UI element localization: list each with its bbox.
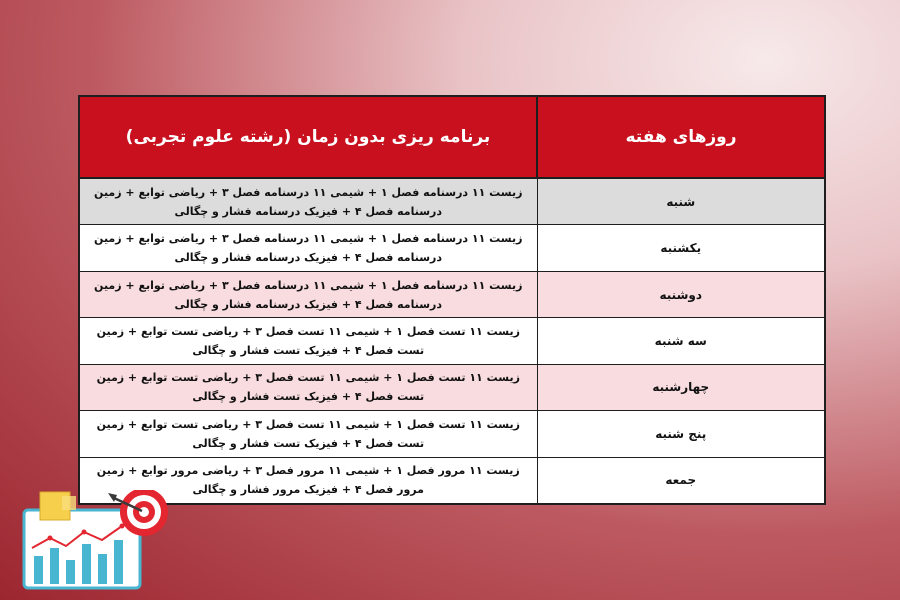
table-row: [79, 457, 825, 504]
day-cell: پنج شنبه: [537, 411, 825, 457]
plan-cell: زیست ۱۱ درسنامه فصل ۱ + شیمی ۱۱ درسنامه فصل ۳ + ریاضی توابع + زمین درسنامه فصل ۴ + فیزیک درسنامه فشار و چگالی: [79, 178, 537, 225]
header-schedule-plan: برنامه ریزی بدون زمان (رشته علوم تجربی): [79, 96, 537, 178]
plan-cell: زیست ۱۱ درسنامه فصل ۱ + شیمی ۱۱ درسنامه فصل ۳ + ریاضی توابع + زمین درسنامه فصل ۴ + فیزیک درسنامه فشار و چگالی: [79, 225, 537, 271]
day-cell: چهارشنبه: [537, 364, 825, 410]
table-header-row: [79, 96, 825, 178]
table-row: [79, 178, 825, 225]
plan-cell: زیست ۱۱ مرور فصل ۱ + شیمی ۱۱ مرور فصل ۳ + ریاضی مرور توابع + زمین مرور فصل ۴ + فیزیک مرور فشار و چگالی: [79, 457, 537, 504]
plan-cell: زیست ۱۱ تست فصل ۱ + شیمی ۱۱ تست فصل ۳ + ریاضی تست توابع + زمین تست فصل ۴ + فیزیک تست فشار و چگالی: [79, 364, 537, 410]
table-row: [79, 318, 825, 364]
day-cell: یکشنبه: [537, 225, 825, 271]
table-row: [79, 411, 825, 457]
table-row: [79, 271, 825, 317]
day-cell: سه شنبه: [537, 318, 825, 364]
schedule-table: [78, 95, 826, 505]
table-row: [79, 225, 825, 271]
day-cell: دوشنبه: [537, 271, 825, 317]
table-row: [79, 364, 825, 410]
plan-cell: زیست ۱۱ تست فصل ۱ + شیمی ۱۱ تست فصل ۳ + ریاضی تست توابع + زمین تست فصل ۴ + فیزیک تست فشار و چگالی: [79, 318, 537, 364]
target-chart-icon: [22, 490, 174, 590]
day-cell: جمعه: [537, 457, 825, 504]
plan-cell: زیست ۱۱ درسنامه فصل ۱ + شیمی ۱۱ درسنامه فصل ۳ + ریاضی توابع + زمین درسنامه فصل ۴ + فیزیک درسنامه فشار و چگالی: [79, 271, 537, 317]
day-cell: شنبه: [537, 178, 825, 225]
header-days-of-week: روزهای هفته: [537, 96, 825, 178]
plan-cell: زیست ۱۱ تست فصل ۱ + شیمی ۱۱ تست فصل ۳ + ریاضی تست توابع + زمین تست فصل ۴ + فیزیک تست فشار و چگالی: [79, 411, 537, 457]
